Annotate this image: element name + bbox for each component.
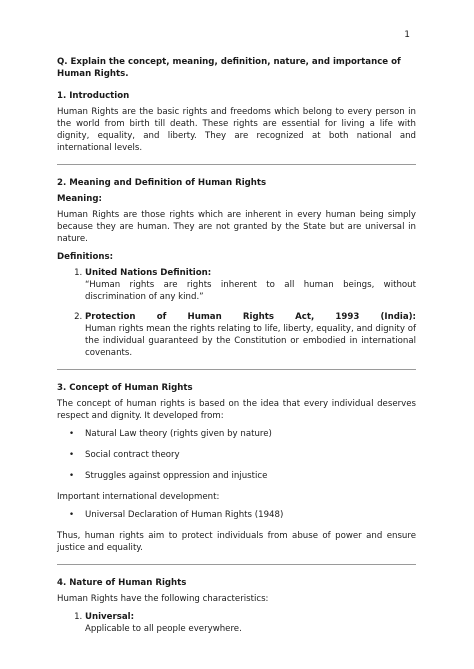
development-bullet-list (57, 509, 416, 521)
development-label: Important international development: (57, 492, 220, 502)
nature-item (85, 611, 416, 635)
question-title: Q. Explain the concept, meaning, definition, nature, and importance of Human Rights. (57, 57, 401, 79)
section-divider (57, 164, 416, 165)
concept-bullet-list (57, 428, 416, 482)
nature-heading: 4. Nature of Human Rights (57, 578, 187, 588)
definition-title: 1. United Nations Definition: (85, 268, 212, 278)
meaning-subheading: Meaning: (57, 194, 102, 204)
intro-heading: 1. Introduction (57, 91, 130, 101)
bullet-item: • Struggles against oppression and injustice (85, 470, 416, 482)
concept-text: The concept of human rights is based on the idea that every individual deserves respect and dignity. It developed from: (57, 399, 416, 421)
bullet-item: • Natural Law theory (rights given by nature) (85, 428, 416, 440)
page-number: 1 (404, 30, 410, 40)
intro-text: Human Rights are the basic rights and freedoms which belong to every person in the world from birth till death. These rights are essential for living a life with dignity, equality, and liberty. They are recognized at both national and international levels. (57, 107, 416, 153)
concept-conclusion: Thus, human rights aim to protect individuals from abuse of power and ensure justice and equality. (57, 531, 416, 553)
definitions-subheading: Definitions: (57, 252, 114, 262)
definition-title: 2. Protection of Human Rights Act, 1993 (India): (85, 312, 416, 322)
section-divider (57, 564, 416, 565)
section-divider (57, 369, 416, 370)
definition-text: “Human rights are rights inherent to all human beings, without discrimination of any kind.” (85, 280, 416, 302)
definitions-list (57, 267, 416, 359)
definition-text: Human rights mean the rights relating to life, liberty, equality, and dignity of the individual guaranteed by the Constitution or embodied in international covenants. (85, 324, 416, 358)
nature-list (57, 611, 416, 635)
concept-heading: 3. Concept of Human Rights (57, 383, 193, 393)
meaning-text: Human Rights are those rights which are inherent in every human being simply because they are human. They are not granted by the State but are universal in nature. (57, 210, 416, 244)
bullet-item: • Social contract theory (85, 449, 416, 461)
bullet-item: • Universal Declaration of Human Rights (1948) (85, 509, 416, 521)
nature-text: Human Rights have the following characteristics: (57, 594, 269, 604)
definition-item (85, 311, 416, 359)
document-body (57, 56, 416, 643)
definition-item (85, 267, 416, 303)
nature-item-text: Applicable to all people everywhere. (85, 624, 242, 634)
nature-item-title: 1. Universal: (85, 612, 135, 622)
meaning-heading: 2. Meaning and Definition of Human Rights (57, 178, 267, 188)
